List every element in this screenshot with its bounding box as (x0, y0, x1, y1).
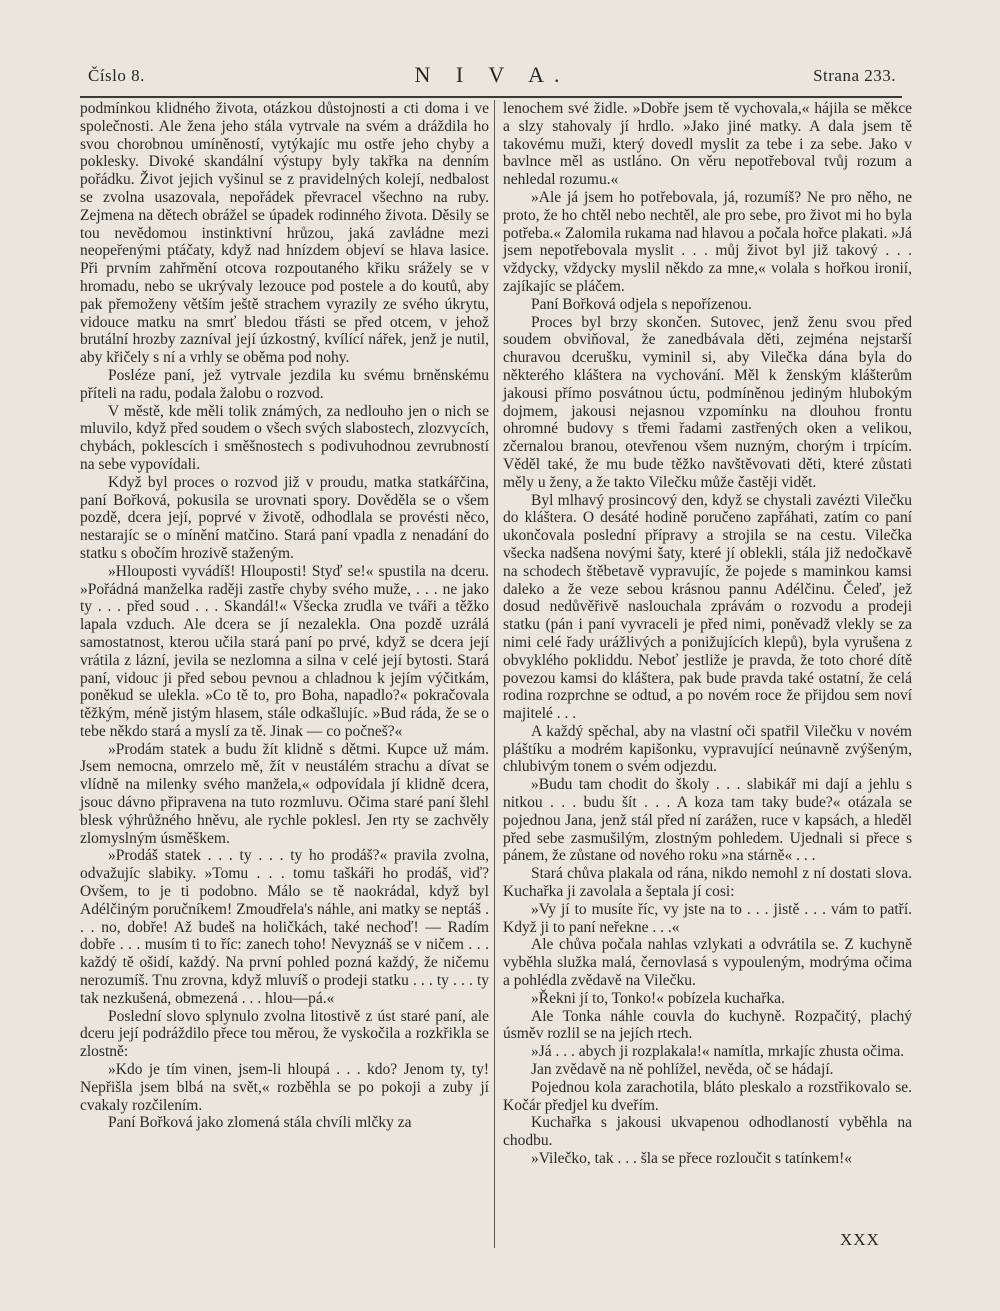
paragraph: »Prodám statek a budu žít klidně s dětmi. Kupce už mám. Jsem nemocna, omrzelo mě, žít v neustálém strachu a dívat se vlídně na milenky svého manžela,« odpovídala jí klidně dcera, jsouc dávno připravena na tuto rozmluvu. Očima staré paní šlehl blesk výhrůžného hněvu, ale rychle poklesl. Jen rty se zachvěly zlomyslným úsměškem. (80, 740, 489, 847)
paragraph: »Prodáš statek . . . ty . . . ty ho prodáš?« pravila zvolna, odvažujíc slabiky. »Tomu . . . tomu taškáři ho prodáš, viď? Ovšem, to je ti podobno. Málo se tě naokrádal, když byl Adélčiným poručníkem! Zmoudřela's náhle, ani matky se neptáš . . . no, dobře! Až budeš na holičkách, také nechoď! — Radím dobře . . . musím ti to říc: zanech toho! Nevyznáš se v ničem . . . každý tě ošidí, každý. Na první pohled pozná každý, že ničemu nerozumíš. Tnu zrovna, když mluvíš o prodeji statku . . . ty . . . ty tak nezkušená, obmezená . . . hlou—pá.« (80, 847, 489, 1007)
paragraph: A každý spěchal, aby na vlastní oči spatřil Vilečku v novém pláštíku a modrém kapišonku, vypravující neúnavně zvýšeným, chlubivým tonem o svém odjezdu. (503, 722, 912, 776)
magazine-title: N I V A. (414, 62, 570, 87)
right-column (503, 100, 912, 1168)
paragraph: podmínkou klidného života, otázkou důstojnosti a cti doma i ve společnosti. Ale žena jeho stála vytrvale na svém a dráždila ho svou chorobnou umíněností, vytýkajíc mu ostře jeho chyby a poklesky. Divoké skandální výstupy byly takřka na denním pořádku. Život jejich vyšinul se z pravidelných kolejí, nedbalost se zvolna usazovala, nepořádek převracel všechno na ruby. Zejmena na dětech obrážel se úpadek rodinného života. Děsily se tou nevědomou instinktivní hrůzou, jaká zavládne mezi neopeřenými ptáčaty, když nad hnízdem objeví se hlava lasice. Při prvním zahřmění otcova rozpoutaného křiku srážely se v hromadu, nebo se ukrývaly lezouce pod postele a do koutů, aby pak přemoženy větším ještě strachem vyrazily ze svého úkrytu, vidouce matku na smrť bledou třásti se před otcem, v jehož brutální hrozby zazníval její úzkostný, kvílící nářek, jenž je nutil, aby křičely s ní a vrhly se oběma pod nohy. (80, 100, 489, 367)
paragraph: Paní Bořková odjela s nepořízenou. (531, 295, 752, 313)
paragraph: Pojednou kola zarachotila, bláto pleskalo a rozstřikovalo se. Kočár předjel ku dveřím. (503, 1078, 912, 1114)
paragraph: Posléze paní, jež vytrvale jezdila ku svému brněnskému příteli na radu, podala žalobu o rozvod. (80, 366, 489, 402)
paragraph: V městě, kde měli tolik známých, za nedlouho jen o nich se mluvilo, když před soudem o všech svých slabostech, zlozvycích, chybách, poklescích i směšnostech s podivuhodnou zevrubností na sebe vypovídali. (80, 402, 489, 473)
paragraph: Proces byl brzy skončen. Sutovec, jenž ženu svou před soudem obviňoval, že zanedbávala děti, zejména nejstarší churavou dcerušku, vyminil si, aby Vilečka dána byla do některého kláštera na vychování. Měl k ženským klášterům jakousi přímo posvátnou úctu, podmíněnou jediným hlubokým dojmem, jakousi nejasnou vzpomínku na dlouhou frontu ohromné budovy s třemi řadami zastřených oken a velikou, zčernalou branou, otevřenou všem nuzným, chorým i trpícím. Věděl také, že mu bude těžko navštěvovati děti, které zůstati měly u ženy, a že takto Vilečku může častěji vidět. (503, 313, 912, 491)
column-divider (494, 100, 495, 1248)
paragraph: »Vilečko, tak . . . šla se přece rozloučit s tatínkem!« (531, 1150, 853, 1168)
page-number: Strana 233. (813, 66, 896, 85)
paragraph: Kuchařka s jakousi ukvapenou odhodlaností vyběhla na chodbu. (503, 1114, 912, 1150)
paragraph: »Já . . . abych ji rozplakala!« namítla, mrkajíc zhusta očima. (531, 1043, 905, 1061)
paragraph: Poslední slovo splynulo zvolna litostivě z úst staré paní, ale dceru její podráždilo přece tou měrou, že vyskočila a rozkřikla se zlostně: (80, 1007, 489, 1061)
running-header (88, 62, 896, 92)
paragraph: »Budu tam chodit do školy . . . slabikář mi dají a jehlu s nitkou . . . budu šít . . . A koza tam taky bude?« otázala se pojednou Jana, jenž stál před ní zarážen, ruce v kapsách, a hleděl před sebe zasmušilým, zlostným pohledem. Ujednali si přece s pánem, že zůstane od nového roku »na stárně« . . . (503, 776, 912, 865)
paragraph: Ale chůva počala nahlas vzlykati a odvrátila se. Z kuchyně vyběhla služka malá, černovlasá s vypouleným, modrýma očima a pohlédla zvědavě na Vilečku. (503, 936, 912, 990)
paragraph: »Ale já jsem ho potřebovala, já, rozumíš? Ne pro něho, ne proto, že ho chtěl nebo nechtěl, ale pro sebe, pro život mi ho byla potřeba.« Zalomila rukama nad hlavou a počala hořce plakati. »Já jsem nepotřebovala myslit . . . můj život byl již takový . . . vždycky, vždycky myslil někdo za mne,« volala s hořkou ironií, zajíkajíc se pláčem. (503, 188, 912, 295)
header-rule (80, 96, 902, 98)
paragraph: Byl mlhavý prosincový den, když se chystali zavézti Vilečku do kláštera. O desáté hodině poručeno zapřáhati, zatím co paní ukončovala poslední přípravy a strojila se na cestu. Vilečka všecka nadšena novými šaty, které jí oblekli, stála již nedočkavě na schodech štěbetavě vypravujíc, že pojede s maminkou kamsi daleko a že veze sebou krásnou pannu Adélčinu. Čeleď, jež dosud nedůvěřivě naslouchala zprávám o rozvodu a prodeji statku (pán i paní vyvraceli je před nimi, poněvadž vlekly se za nimi celé řady urážlivých a ponižujících klepů), byla vyrušena z obvyklého pokliddu. Neboť jestliže je pravda, že toto choré dítě povezou kamsi do kláštera, pak bude pravda také ostatní, že celá rodina rozprchne se odtud, a po novém roce že přijdou sem noví majitelé . . . (503, 491, 912, 723)
paragraph: »Hlouposti vyvádíš! Hlouposti! Styď se!« spustila na dceru. »Pořádná manželka raději zastře chyby svého muže, . . . ne jako ty . . . před soud . . . Skandál!« Všecka zrudla ve tváři a těžko lapala vzduch. Ale dcera se jí nezalekla. Ona pozdě uzrálá samostatnost, kterou učila stará paní po prvé, když se dcera její vrátila z lázní, jevila se nezlomna a silna v celé její bytosti. Stará paní, vidouc ji před sebou pevnou a chladnou k jejím výčitkám, poněkud se ulekla. »Co tě to, pro Boha, napadlo?« pokračovala těžkým, méně jistým hlasem, stále odkašlujíc. »Bud ráda, že se o tebe někdo stará a myslí za tě. Jinak — co počneš?« (80, 562, 489, 740)
paragraph: Když byl proces o rozvod již v proudu, matka statkářčina, paní Bořková, pokusila se urovnati spory. Dověděla se o všem pozdě, dcera její, poprvé v životě, odhodlala se provésti něco, nestarajíc se o mínění matčino. Stará paní vpadla z nenadání do statku s obočím hrozivě staženým. (80, 473, 489, 562)
paragraph: Jan zvědavě na ně pohlížel, nevěda, oč se hádají. (531, 1061, 834, 1079)
issue-number: Číslo 8. (88, 66, 145, 85)
left-column (80, 100, 489, 1132)
signature-mark: XXX (840, 1230, 880, 1249)
paragraph: lenochem své židle. »Dobře jsem tě vychovala,« hájila se měkce a slzy stahovaly jí hrdlo. »Jako jiné matky. A dala jsem tě takovému muži, který dovedl myslit za tebe i za sebe. Jako v bavlnce měl as ustláno. On věru nepotřeboval tvůj rozum a nehledal rozumu.« (503, 100, 912, 189)
paragraph: »Řekni jí to, Tonko!« pobízela kuchařka. (531, 989, 785, 1007)
paragraph: Paní Bořková jako zlomená stála chvíli mlčky za (108, 1114, 412, 1132)
paragraph: »Vy jí to musíte říc, vy jste na to . . . jistě . . . vám to patří. Když ji to paní neřekne . . .« (503, 900, 912, 936)
paragraph: Stará chůva plakala od rána, nikdo nemohl z ní dostati slova. Kuchařka ji zavolala a šeptala jí cosi: (503, 865, 912, 901)
paragraph: Ale Tonka náhle couvla do kuchyně. Rozpačitý, plachý úsměv rozlil se na jejích rtech. (503, 1007, 912, 1043)
paragraph: »Kdo je tím vinen, jsem-li hloupá . . . kdo? Jenom ty, ty! Nepřišla jsem blbá na svět,« rozběhla se po pokoji a zuby jí cvakaly rozčilením. (80, 1061, 489, 1114)
